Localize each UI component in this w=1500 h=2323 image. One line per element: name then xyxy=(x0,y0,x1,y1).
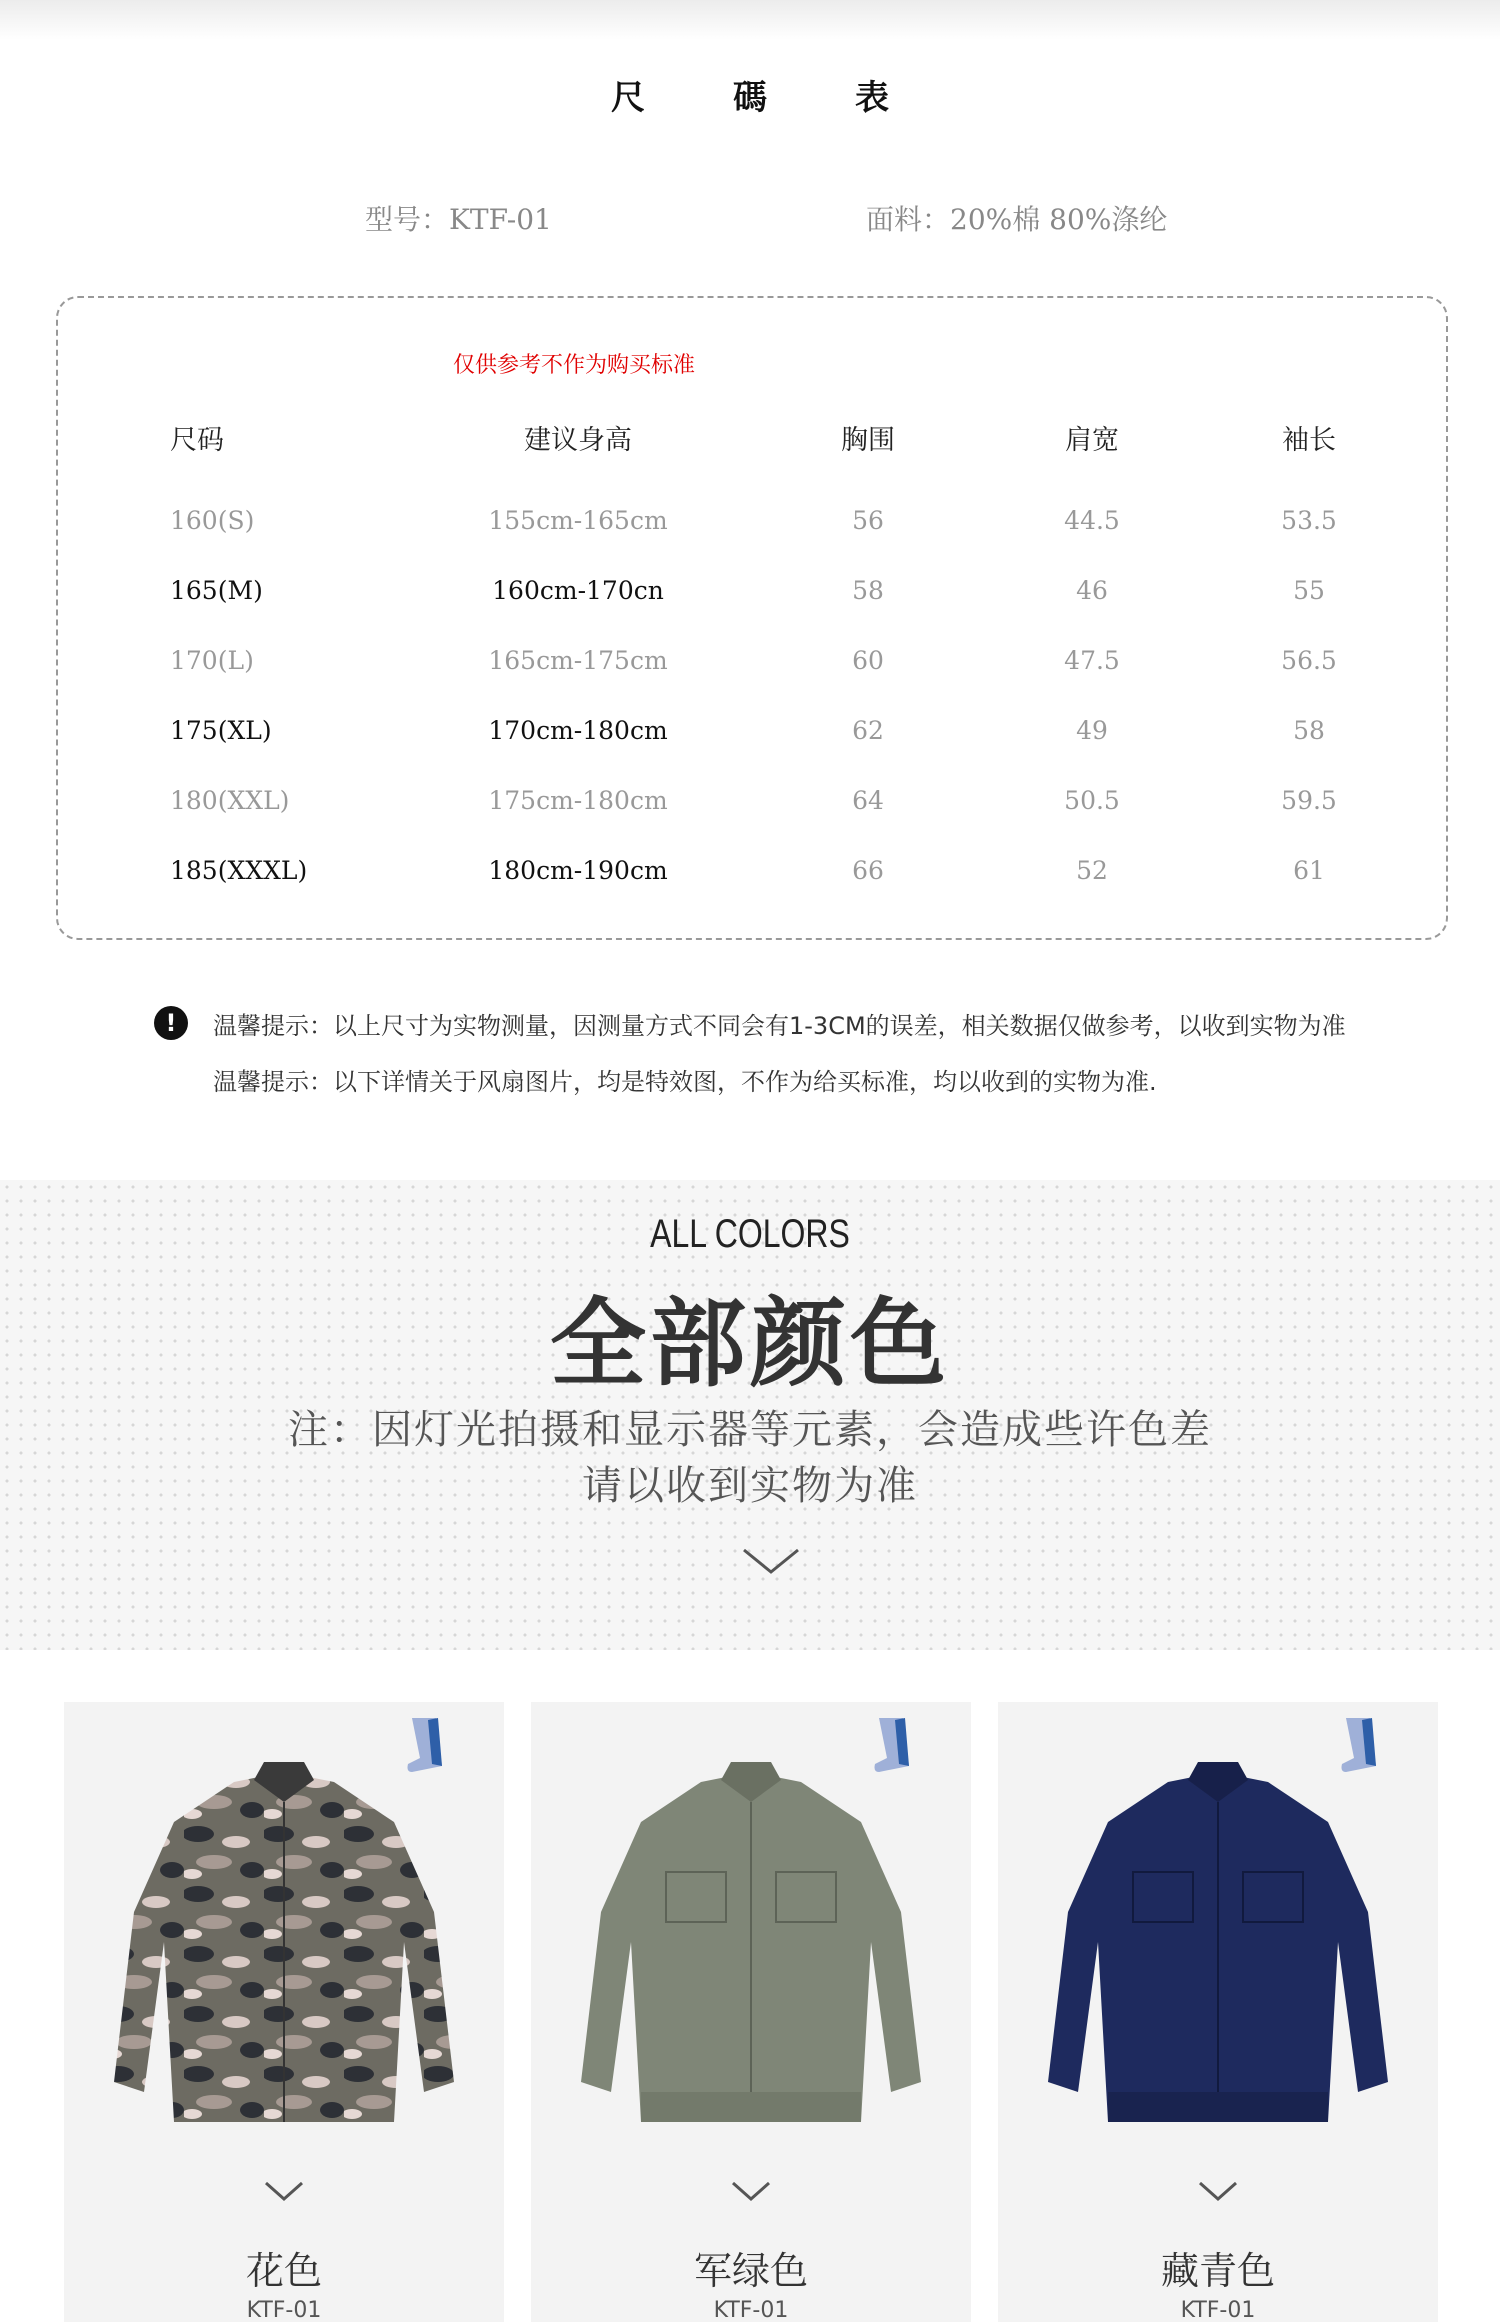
size-cell-chest: 60 xyxy=(852,646,884,675)
size-cell-sleeve: 55 xyxy=(1293,576,1325,605)
color-note-line-1: 注：因灯光拍摄和显示器等元素，会造成些许色差 xyxy=(288,1407,1212,1453)
size-cell-height: 180cm-190cm xyxy=(488,856,668,885)
size-cell-height: 160cm-170cn xyxy=(492,576,664,605)
size-cell-shoulder: 49 xyxy=(1076,716,1108,745)
size-cell-size: 160(S) xyxy=(170,506,255,535)
product-card-camo[interactable] xyxy=(64,1702,504,2322)
chevron-down-icon xyxy=(731,2180,771,2202)
size-cell-shoulder: 50.5 xyxy=(1064,786,1120,815)
jacket-image xyxy=(1038,1762,1398,2162)
size-cell-shoulder: 44.5 xyxy=(1064,506,1120,535)
size-cell-sleeve: 53.5 xyxy=(1281,506,1337,535)
header-sleeve: 袖长 xyxy=(1282,425,1336,456)
size-cell-height: 155cm-165cm xyxy=(488,506,668,535)
page-title: 尺碼表 xyxy=(611,78,977,118)
chevron-down-icon xyxy=(264,2180,304,2202)
color-note-line-2: 请以收到实物为准 xyxy=(582,1463,918,1509)
header-shoulder: 肩宽 xyxy=(1065,425,1119,456)
product-card-army-green[interactable] xyxy=(531,1702,971,2322)
size-cell-size: 170(L) xyxy=(170,646,254,675)
size-cell-sleeve: 58 xyxy=(1293,716,1325,745)
size-cell-size: 175(XL) xyxy=(170,716,272,745)
tip-line-1: 温馨提示：以上尺寸为实物测量，因测量方式不同会有1-3CM的误差，相关数据仅做参考，以收到实物为准 xyxy=(213,1012,1346,1040)
product-color-name: 藏青色 xyxy=(1160,2249,1275,2293)
size-cell-shoulder: 52 xyxy=(1076,856,1108,885)
fabric-info: 面料：20%棉 80%涤纶 xyxy=(866,203,1168,236)
size-cell-sleeve: 61 xyxy=(1293,856,1325,885)
exclamation-icon: ! xyxy=(154,1006,188,1040)
size-cell-height: 165cm-175cm xyxy=(488,646,668,675)
product-code: KTF-01 xyxy=(1180,2298,1256,2323)
product-code: KTF-01 xyxy=(246,2298,322,2323)
size-cell-height: 175cm-180cm xyxy=(488,786,668,815)
size-cell-chest: 58 xyxy=(852,576,884,605)
tip-line-2: 温馨提示：以下详情关于风扇图片，均是特效图，不作为给买标准，均以收到的实物为准. xyxy=(213,1068,1157,1096)
header-height: 建议身高 xyxy=(524,425,632,456)
size-cell-shoulder: 46 xyxy=(1076,576,1108,605)
model-number: 型号：KTF-01 xyxy=(365,203,552,236)
header-chest: 胸围 xyxy=(841,425,895,456)
size-cell-size: 180(XXL) xyxy=(170,786,290,815)
chevron-down-icon xyxy=(742,1546,800,1576)
colors-title-en: ALL COLORS xyxy=(650,1212,850,1256)
size-cell-chest: 56 xyxy=(852,506,884,535)
product-card-navy[interactable] xyxy=(998,1702,1438,2322)
colors-title-cn: 全部颜色 xyxy=(550,1288,950,1400)
size-table-frame xyxy=(56,296,1448,940)
product-code: KTF-01 xyxy=(713,2298,789,2323)
top-shadow xyxy=(0,0,1500,40)
size-cell-chest: 64 xyxy=(852,786,884,815)
size-cell-shoulder: 47.5 xyxy=(1064,646,1120,675)
header-size: 尺码 xyxy=(170,425,224,456)
product-color-name: 军绿色 xyxy=(693,2249,808,2293)
reference-note: 仅供参考不作为购买标准 xyxy=(453,353,696,378)
chevron-down-icon xyxy=(1198,2180,1238,2202)
size-cell-size: 185(XXXL) xyxy=(170,856,308,885)
size-cell-chest: 66 xyxy=(852,856,884,885)
jacket-image xyxy=(104,1762,464,2162)
product-color-name: 花色 xyxy=(245,2249,322,2293)
size-cell-size: 165(M) xyxy=(170,576,263,605)
size-cell-height: 170cm-180cm xyxy=(488,716,668,745)
size-cell-chest: 62 xyxy=(852,716,884,745)
size-cell-sleeve: 59.5 xyxy=(1281,786,1337,815)
jacket-image xyxy=(571,1762,931,2162)
size-cell-sleeve: 56.5 xyxy=(1281,646,1337,675)
